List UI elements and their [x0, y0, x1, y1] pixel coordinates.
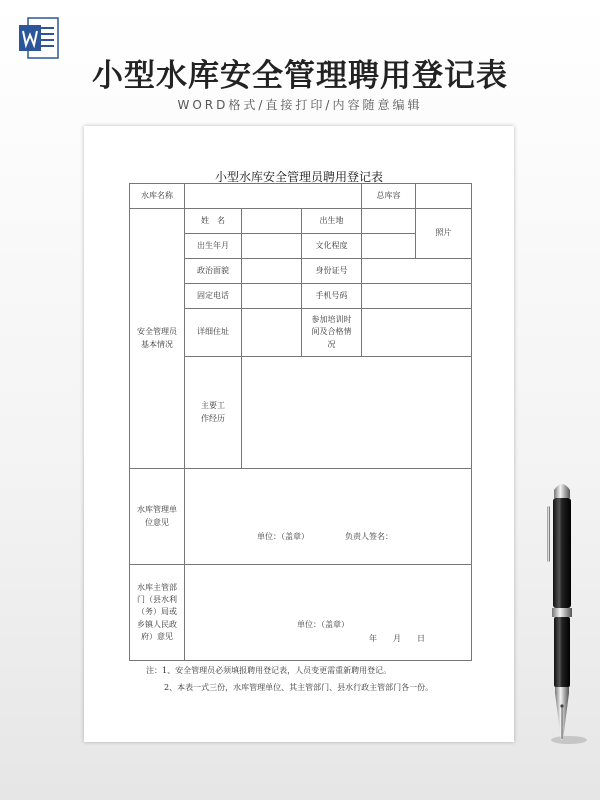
total-capacity-field[interactable]	[416, 184, 472, 209]
political-status-label: 政治面貌	[185, 259, 242, 284]
basic-info-label: 安全管理员基本情况	[130, 209, 185, 469]
document-title: 小型水库安全管理员聘用登记表	[214, 170, 383, 184]
fountain-pen-image	[536, 478, 590, 748]
authority-date-text: 年 月 日	[369, 634, 425, 643]
registration-form	[129, 183, 472, 661]
landline-field[interactable]	[242, 284, 302, 309]
form-notes	[146, 662, 486, 696]
id-number-label: 身份证号	[302, 259, 362, 284]
education-label: 文化程度	[302, 234, 362, 259]
id-number-field[interactable]	[362, 259, 472, 284]
authority-opinion-label: 水库主管部门（县水利（务）局或乡镇人民政府）意见	[130, 565, 185, 661]
education-field[interactable]	[362, 234, 416, 259]
management-opinion-label: 水库管理单位意见	[130, 469, 185, 565]
management-opinion-field[interactable]	[185, 469, 472, 565]
page-subtitle: WORD格式/直接打印/内容随意编辑	[177, 98, 423, 112]
birth-date-label: 出生年月	[185, 234, 242, 259]
birth-date-field[interactable]	[242, 234, 302, 259]
address-label: 详细住址	[185, 309, 242, 357]
note-2: 2、本表一式三份，水库管理单位、其主管部门、县水行政主管部门各一份。	[164, 683, 434, 692]
management-seal-text: 单位：（盖章）	[257, 532, 309, 541]
photo-box[interactable]: 照片	[416, 209, 472, 259]
birthplace-field[interactable]	[362, 209, 416, 234]
training-field[interactable]	[362, 309, 472, 357]
address-field[interactable]	[242, 309, 302, 357]
page-title: 小型水库安全管理聘用登记表	[92, 58, 508, 94]
work-experience-field[interactable]	[242, 357, 472, 469]
note-1: 注：1、安全管理员必须填报聘用登记表，人员变更需重新聘用登记。	[146, 666, 392, 675]
reservoir-name-label: 水库名称	[130, 184, 185, 209]
document-page	[84, 126, 514, 742]
management-signature-text: 负责人签名：	[345, 532, 393, 541]
political-status-field[interactable]	[242, 259, 302, 284]
total-capacity-label: 总库容	[362, 184, 416, 209]
mobile-label: 手机号码	[302, 284, 362, 309]
authority-opinion-field[interactable]	[185, 565, 472, 661]
name-field[interactable]	[242, 209, 302, 234]
authority-seal-text: 单位：（盖章）	[297, 620, 349, 629]
birthplace-label: 出生地	[302, 209, 362, 234]
training-label: 参加培训时间及合格情况	[302, 309, 362, 357]
landline-label: 固定电话	[185, 284, 242, 309]
name-label: 姓 名	[185, 209, 242, 234]
reservoir-name-field[interactable]	[185, 184, 362, 209]
work-experience-label: 主要工作经历	[185, 357, 242, 469]
mobile-field[interactable]	[362, 284, 472, 309]
